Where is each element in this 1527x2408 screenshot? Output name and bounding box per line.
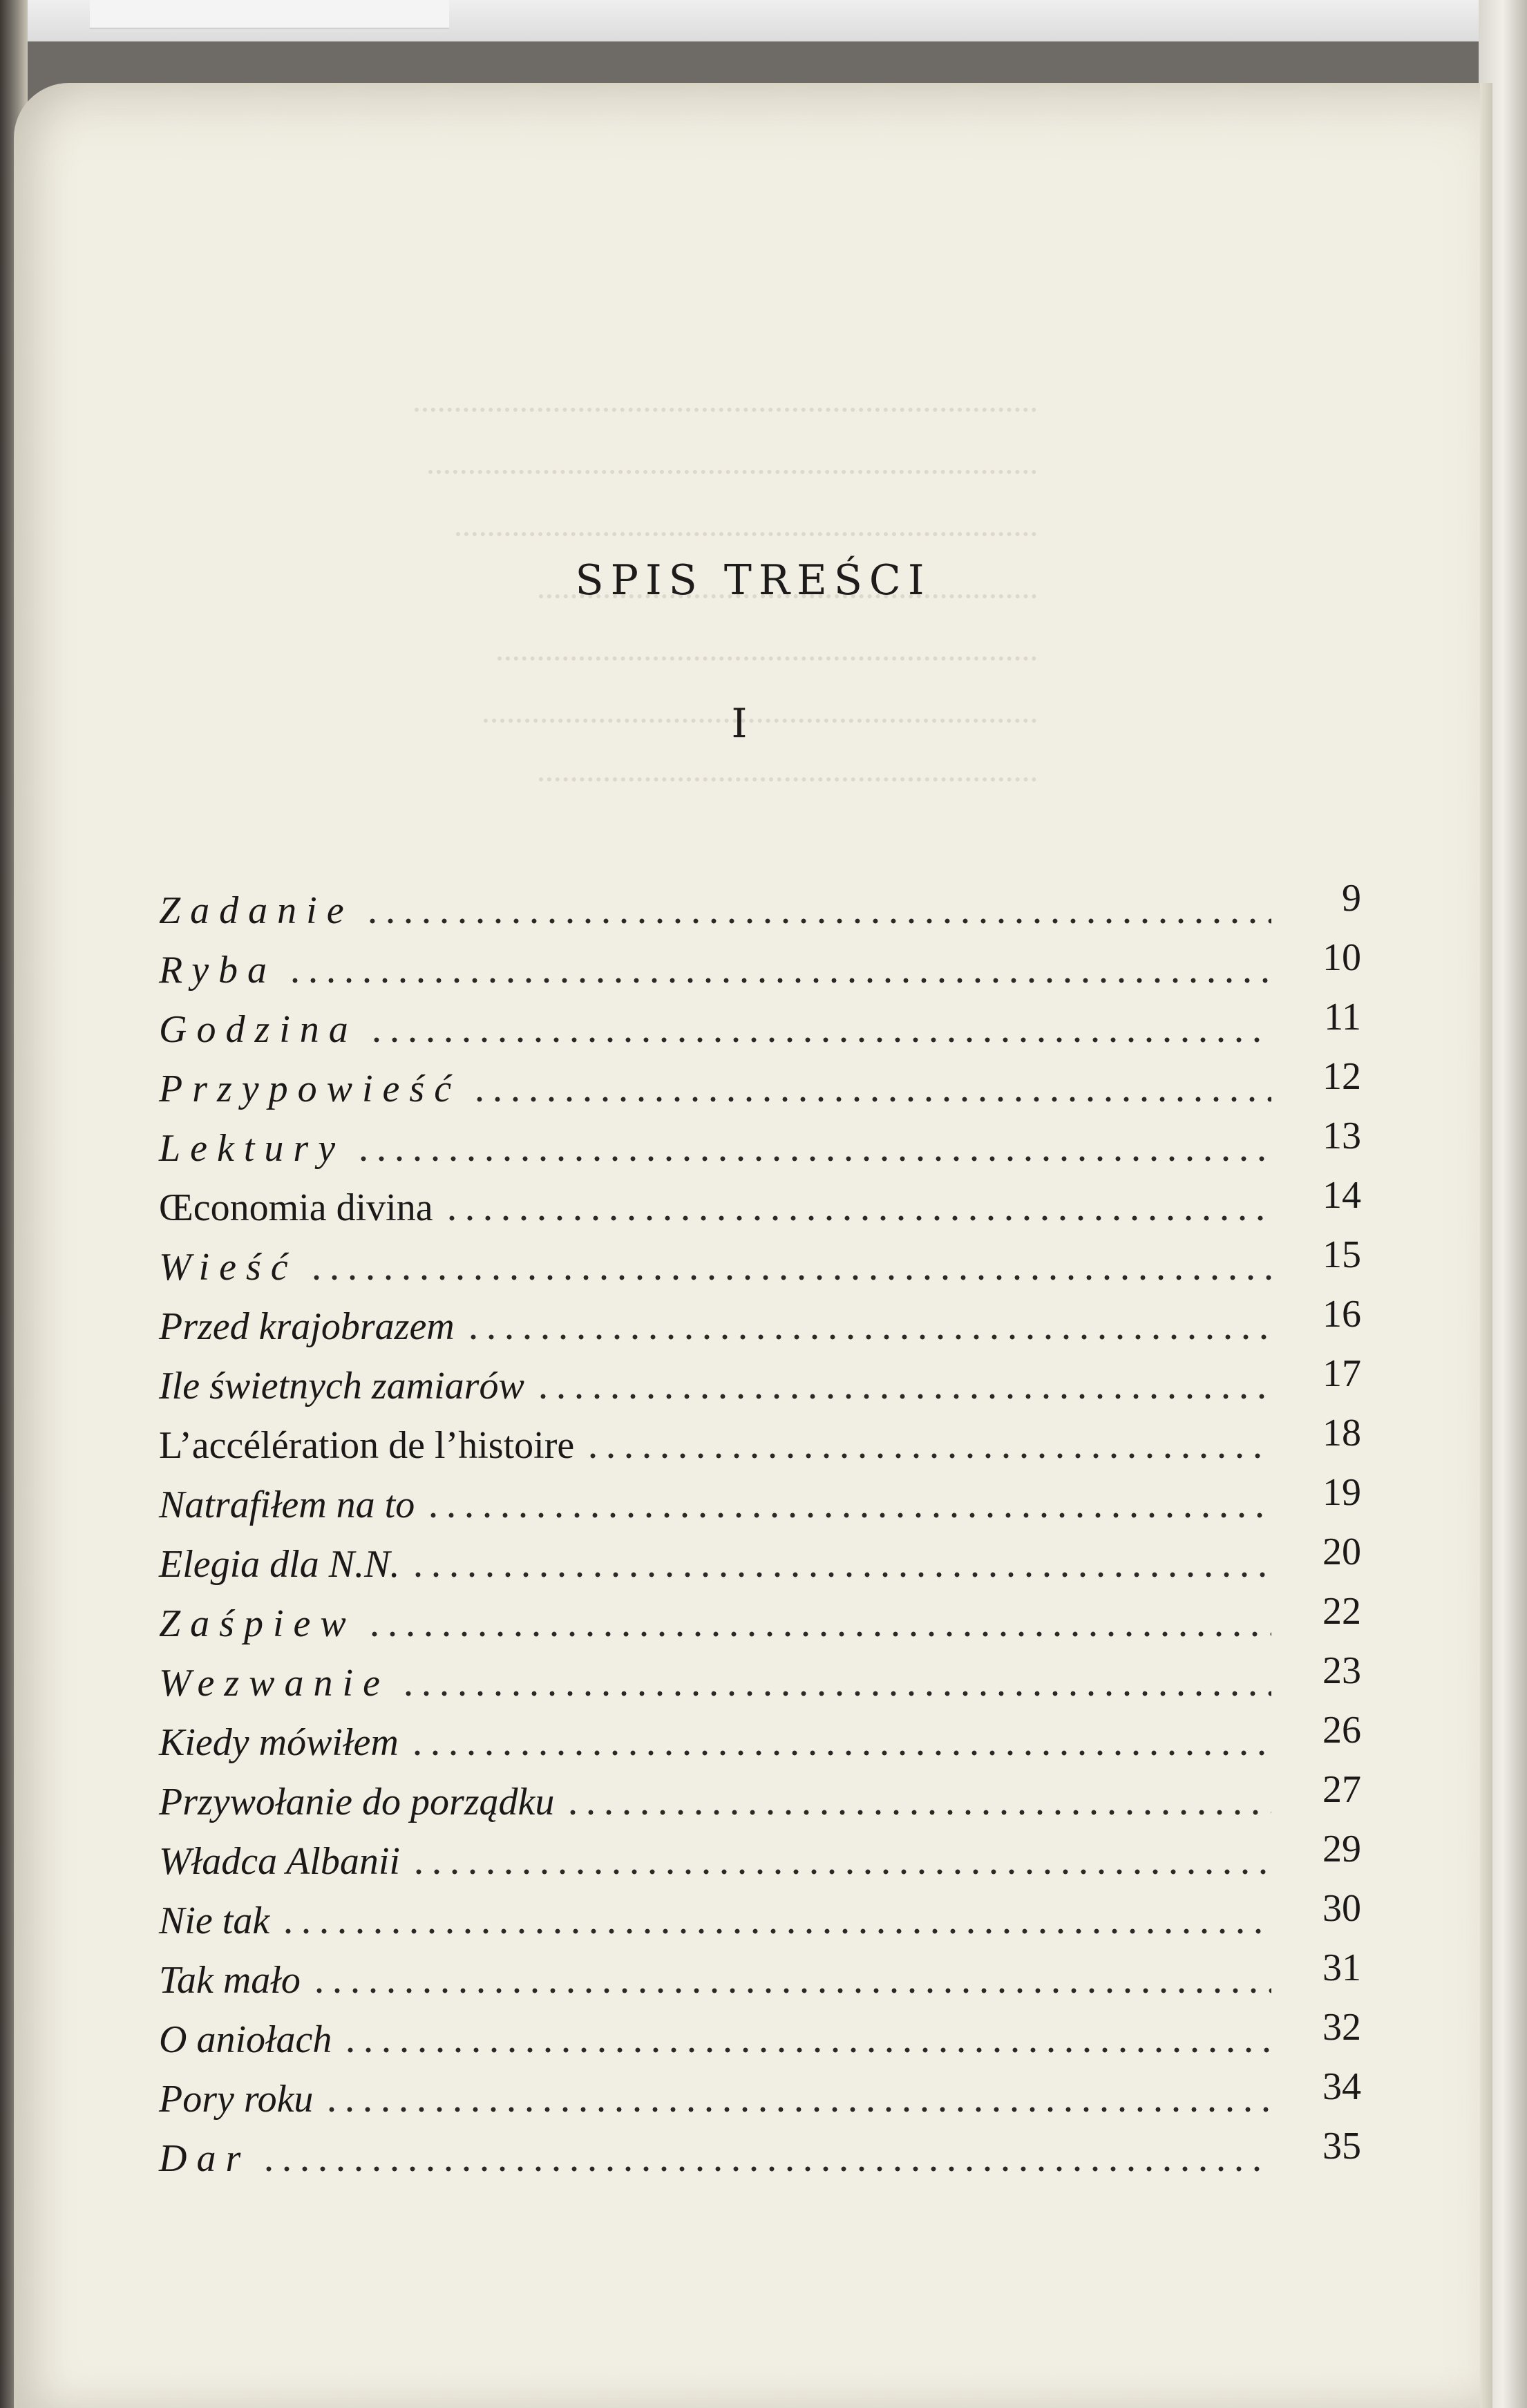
toc-entry-title: Tak mało	[159, 1959, 301, 2002]
toc-entry-title: Zadanie	[159, 889, 354, 932]
toc-entry	[159, 871, 1361, 930]
dot-leader	[564, 1809, 1271, 1816]
toc-entry-title: Wieść	[159, 1246, 298, 1289]
bleed-through-line	[428, 470, 1036, 478]
table-of-contents	[159, 871, 1361, 2178]
dot-leader	[443, 1215, 1271, 1222]
toc-entry-title: L’accélération de l’histoire	[159, 1424, 575, 1467]
dot-leader	[408, 1750, 1271, 1756]
toc-entry	[159, 1287, 1361, 1346]
toc-entry	[159, 1584, 1361, 1643]
toc-entry-page-number: 17	[1322, 1352, 1361, 1395]
toc-entry-page-number: 14	[1322, 1174, 1361, 1217]
dot-leader	[260, 2165, 1271, 2172]
dot-leader	[409, 1571, 1271, 1578]
toc-entry-page-number: 29	[1322, 1828, 1361, 1870]
page-edge	[1480, 83, 1492, 2408]
toc-entry	[159, 1881, 1361, 1940]
toc-entry	[159, 930, 1361, 992]
toc-entry-title: Lektury	[159, 1127, 345, 1170]
toc-entry-page-number: 22	[1322, 1590, 1361, 1633]
toc-entry	[159, 1643, 1361, 1703]
toc-entry-page-number: 15	[1322, 1233, 1361, 1276]
toc-entry	[159, 2000, 1361, 2059]
toc-entry	[159, 1465, 1361, 1524]
dot-leader	[366, 1631, 1271, 1638]
toc-entry	[159, 1108, 1361, 1168]
dot-leader	[323, 2106, 1271, 2113]
toc-entry-page-number: 9	[1342, 877, 1361, 920]
toc-entry-page-number: 32	[1322, 2006, 1361, 2049]
toc-entry-page-number: 23	[1322, 1649, 1361, 1692]
toc-entry	[159, 1524, 1361, 1584]
toc-entry-title: Władca Albanii	[159, 1840, 400, 1883]
scan-paper-scrap	[90, 0, 449, 29]
dot-leader	[471, 1096, 1271, 1103]
toc-entry-title: Przed krajobrazem	[159, 1305, 455, 1348]
dot-leader	[354, 1155, 1271, 1162]
toc-entry	[159, 1762, 1361, 1821]
dot-leader	[279, 1928, 1271, 1935]
bleed-through-line	[539, 777, 1036, 786]
toc-entry	[159, 1346, 1361, 1405]
toc-entry-title: Wezwanie	[159, 1662, 390, 1705]
dot-leader	[363, 918, 1271, 925]
toc-entry-title: Pory roku	[159, 2078, 314, 2121]
toc-entry-title: Natrafiłem na to	[159, 1483, 415, 1526]
toc-entry	[159, 2118, 1361, 2178]
toc-entry-page-number: 13	[1322, 1115, 1361, 1157]
dot-leader	[310, 1987, 1271, 1994]
toc-entry-page-number: 35	[1322, 2125, 1361, 2168]
toc-entry-page-number: 30	[1322, 1887, 1361, 1930]
dot-leader	[307, 1274, 1271, 1281]
toc-entry-title: Ile świetnych zamiarów	[159, 1365, 524, 1407]
toc-entry-title: Nie tak	[159, 1899, 270, 1942]
toc-entry-title: Zaśpiew	[159, 1602, 356, 1645]
bleed-through-line	[456, 532, 1036, 540]
toc-entry-page-number: 11	[1324, 996, 1361, 1039]
toc-entry-page-number: 12	[1322, 1055, 1361, 1098]
toc-entry	[159, 1405, 1361, 1465]
toc-entry-title: Godzina	[159, 1008, 358, 1051]
toc-entry-page-number: 18	[1322, 1412, 1361, 1454]
toc-entry	[159, 1940, 1361, 2000]
toc-entry-title: O aniołach	[159, 2018, 332, 2061]
toc-entry-title: Przypowieść	[159, 1068, 462, 1110]
toc-entry-title: Ryba	[159, 949, 277, 992]
toc-entry-page-number: 20	[1322, 1530, 1361, 1573]
toc-entry-page-number: 10	[1322, 936, 1361, 979]
toc-entry	[159, 1821, 1361, 1881]
dot-leader	[584, 1452, 1271, 1459]
toc-entry	[159, 1703, 1361, 1762]
book-page	[14, 83, 1492, 2408]
toc-entry-title: Œconomia divina	[159, 1186, 433, 1229]
toc-entry-page-number: 34	[1322, 2065, 1361, 2108]
bleed-through-line	[415, 408, 1036, 416]
toc-entry	[159, 989, 1361, 1049]
toc-entry-page-number: 19	[1322, 1471, 1361, 1514]
page-title: SPIS TREŚCI	[575, 556, 931, 605]
dot-leader	[399, 1690, 1271, 1697]
toc-entry-page-number: 16	[1322, 1293, 1361, 1336]
toc-entry-page-number: 31	[1322, 1946, 1361, 1989]
toc-entry-title: Elegia dla N.N.	[159, 1543, 400, 1586]
toc-entry	[159, 1049, 1361, 1108]
dot-leader	[534, 1393, 1271, 1400]
toc-entry-title: Przywołanie do porządku	[159, 1781, 555, 1823]
toc-entry	[159, 1227, 1361, 1287]
dot-leader	[424, 1512, 1271, 1519]
toc-entry	[159, 1168, 1361, 1227]
dot-leader	[464, 1334, 1271, 1340]
dot-leader	[286, 977, 1271, 984]
toc-entry-page-number: 27	[1322, 1768, 1361, 1811]
toc-entry-page-number: 26	[1322, 1709, 1361, 1752]
dot-leader	[368, 1036, 1271, 1043]
toc-entry-title: Kiedy mówiłem	[159, 1721, 399, 1764]
toc-entry-title: Dar	[159, 2137, 251, 2180]
dot-leader	[341, 2047, 1271, 2054]
toc-entry	[159, 2059, 1361, 2121]
bleed-through-line	[497, 656, 1036, 665]
dot-leader	[410, 1868, 1271, 1875]
section-numeral: I	[731, 700, 748, 747]
